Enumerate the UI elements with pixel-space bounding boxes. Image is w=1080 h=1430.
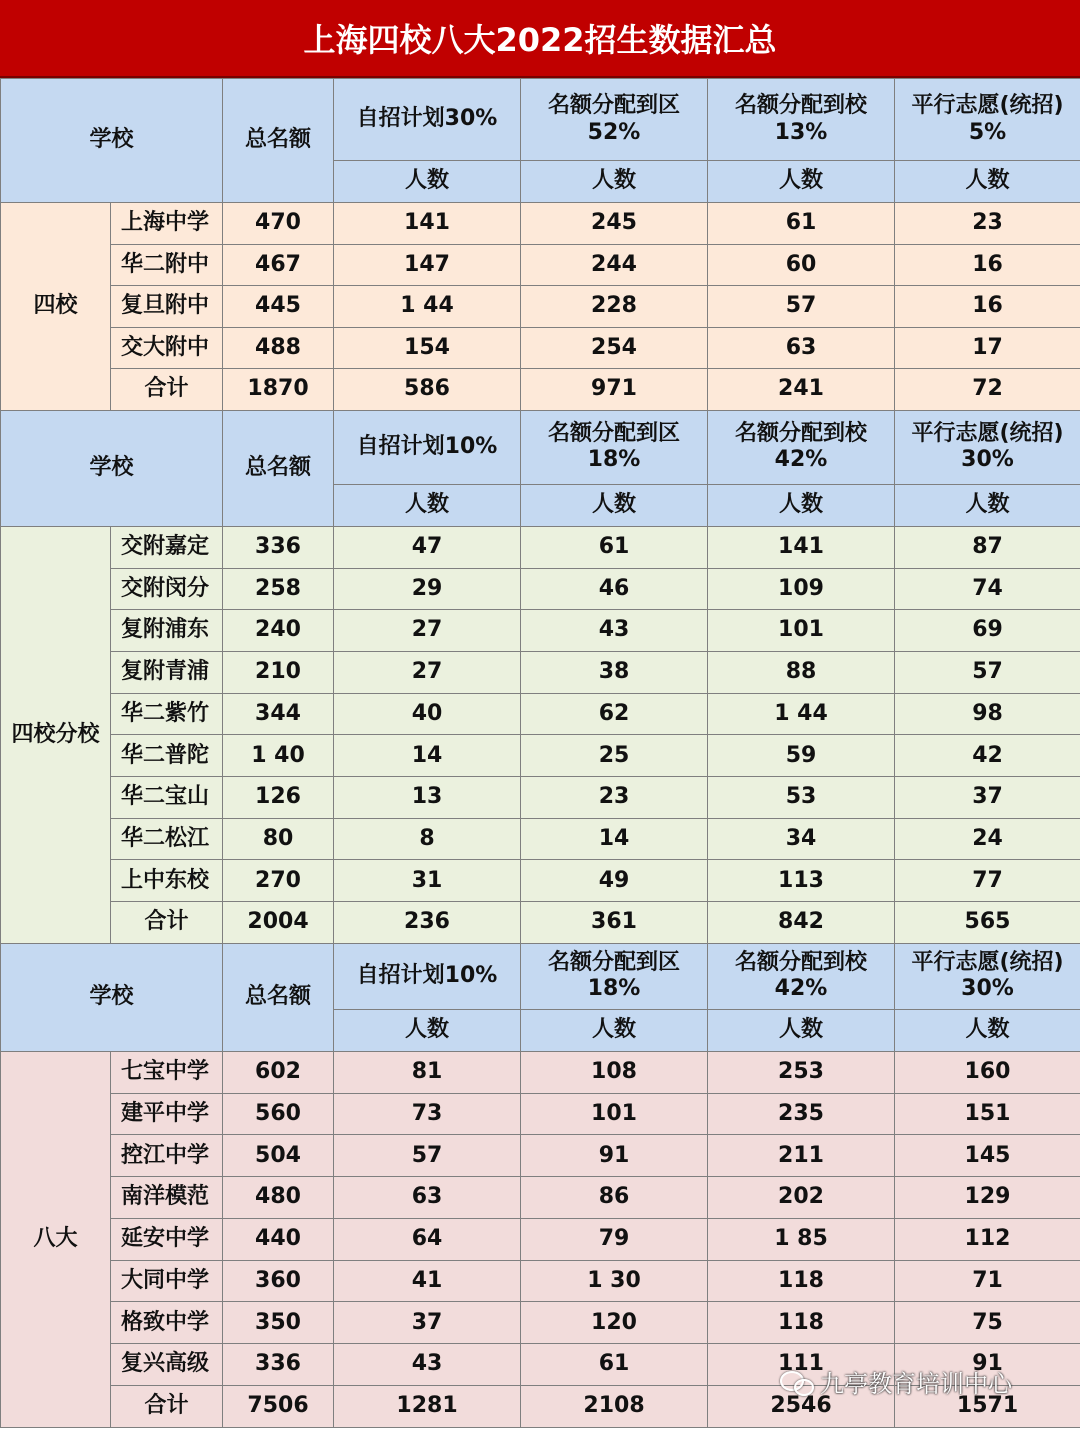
- cell-value: 98: [895, 693, 1080, 735]
- table-row: [1, 1177, 1080, 1219]
- header-c3: [708, 79, 895, 161]
- cell-value: 108: [521, 1051, 708, 1093]
- cell-value: 151: [895, 1093, 1080, 1135]
- cell-value: 1 44: [708, 693, 895, 735]
- cell-value: 16: [895, 244, 1080, 286]
- header-caption-line: 42%: [774, 976, 828, 1002]
- cell-value: 504: [223, 1135, 334, 1177]
- header-caption-line: 名额分配到区: [548, 93, 681, 119]
- watermark-text: 九亭教育培训中心: [820, 1370, 1012, 1398]
- table-row: [1, 327, 1080, 369]
- cell-value: 25: [521, 735, 708, 777]
- cell-value: 1 44: [334, 286, 521, 328]
- school-name: 控江中学: [111, 1135, 223, 1177]
- cell-value: 13: [334, 777, 521, 819]
- unit-header: 人数: [521, 161, 708, 203]
- header-row: [1, 410, 1080, 484]
- cell-value: 109: [708, 568, 895, 610]
- unit-header: 人数: [334, 484, 521, 526]
- cell-value: 64: [334, 1218, 521, 1260]
- cell-value: 16: [895, 286, 1080, 328]
- cell-value: 467: [223, 244, 334, 286]
- header-c2: [521, 943, 708, 1009]
- school-name: 复旦附中: [111, 286, 223, 328]
- cell-value: 63: [334, 1177, 521, 1219]
- header-caption-line: 30%: [961, 447, 1014, 473]
- school-header: 学校: [1, 79, 223, 203]
- cell-value: 61: [708, 203, 895, 245]
- cell-value: 59: [708, 735, 895, 777]
- cell-value: 86: [521, 1177, 708, 1219]
- cell-value: 361: [521, 902, 708, 944]
- cell-value: 77: [895, 860, 1080, 902]
- cell-value: 17: [895, 327, 1080, 369]
- cell-value: 47: [334, 526, 521, 568]
- table-row: [1, 652, 1080, 694]
- header-c4: [895, 943, 1080, 1009]
- cell-value: 81: [334, 1051, 521, 1093]
- cell-value: 2546: [708, 1385, 895, 1427]
- cell-value: 75: [895, 1302, 1080, 1344]
- header-caption-line: 名额分配到校: [735, 949, 868, 975]
- cell-value: 8: [334, 818, 521, 860]
- cell-value: 80: [223, 818, 334, 860]
- unit-header: 人数: [708, 1009, 895, 1051]
- cell-value: 61: [521, 526, 708, 568]
- cell-value: 118: [708, 1302, 895, 1344]
- cell-value: 69: [895, 610, 1080, 652]
- unit-header: 人数: [895, 1009, 1080, 1051]
- cell-value: 235: [708, 1093, 895, 1135]
- school-name: 复兴高级: [111, 1344, 223, 1386]
- school-name: 南洋模范: [111, 1177, 223, 1219]
- cell-value: 154: [334, 327, 521, 369]
- admissions-table: [0, 78, 1080, 1428]
- header-caption-line: 42%: [774, 447, 828, 473]
- total-row: [1, 902, 1080, 944]
- school-name: 合计: [111, 1385, 223, 1427]
- cell-value: 141: [708, 526, 895, 568]
- cell-value: 210: [223, 652, 334, 694]
- header-c1: [334, 943, 521, 1009]
- header-caption-line: 52%: [587, 119, 641, 145]
- cell-value: 113: [708, 860, 895, 902]
- unit-header: 人数: [895, 161, 1080, 203]
- school-name: 上中东校: [111, 860, 223, 902]
- cell-value: 73: [334, 1093, 521, 1135]
- school-name: 华二附中: [111, 244, 223, 286]
- cell-value: 129: [895, 1177, 1080, 1219]
- cell-value: 14: [334, 735, 521, 777]
- cell-value: 480: [223, 1177, 334, 1219]
- header-row: [1, 943, 1080, 1009]
- cell-value: 1 30: [521, 1260, 708, 1302]
- table-row: [1, 693, 1080, 735]
- cell-value: 360: [223, 1260, 334, 1302]
- table-row: [1, 1051, 1080, 1093]
- cell-value: 60: [708, 244, 895, 286]
- cell-value: 350: [223, 1302, 334, 1344]
- total-header: 总名额: [223, 79, 334, 203]
- cell-value: 141: [334, 203, 521, 245]
- header-c4: [895, 79, 1080, 161]
- cell-value: 53: [708, 777, 895, 819]
- cell-value: 842: [708, 902, 895, 944]
- header-c1: [334, 79, 521, 161]
- header-caption-line: 自招计划10%: [356, 963, 498, 989]
- cell-value: 62: [521, 693, 708, 735]
- cell-value: 87: [895, 526, 1080, 568]
- cell-value: 228: [521, 286, 708, 328]
- cell-value: 253: [708, 1051, 895, 1093]
- header-caption-line: 自招计划30%: [356, 106, 498, 132]
- school-name: 合计: [111, 902, 223, 944]
- cell-value: 42: [895, 735, 1080, 777]
- cell-value: 336: [223, 1344, 334, 1386]
- cell-value: 43: [521, 610, 708, 652]
- unit-header: 人数: [895, 484, 1080, 526]
- school-name: 交大附中: [111, 327, 223, 369]
- header-caption-line: 平行志愿(统招): [911, 421, 1064, 447]
- header-row: [1, 79, 1080, 161]
- cell-value: 37: [334, 1302, 521, 1344]
- school-name: 华二宝山: [111, 777, 223, 819]
- cell-value: 971: [521, 369, 708, 411]
- table-row: [1, 610, 1080, 652]
- cell-value: 27: [334, 652, 521, 694]
- table-row: [1, 860, 1080, 902]
- cell-value: 71: [895, 1260, 1080, 1302]
- header-caption-line: 名额分配到校: [735, 421, 868, 447]
- total-header: 总名额: [223, 410, 334, 526]
- cell-value: 46: [521, 568, 708, 610]
- unit-header: 人数: [521, 484, 708, 526]
- cell-value: 560: [223, 1093, 334, 1135]
- page-title: 上海四校八大2022招生数据汇总: [0, 0, 1080, 78]
- cell-value: 34: [708, 818, 895, 860]
- table-row: [1, 1093, 1080, 1135]
- school-name: 合计: [111, 369, 223, 411]
- school-name: 建平中学: [111, 1093, 223, 1135]
- cell-value: 91: [895, 1344, 1080, 1386]
- cell-value: 37: [895, 777, 1080, 819]
- school-name: 七宝中学: [111, 1051, 223, 1093]
- cell-value: 1 40: [223, 735, 334, 777]
- cell-value: 270: [223, 860, 334, 902]
- cell-value: 344: [223, 693, 334, 735]
- cell-value: 2108: [521, 1385, 708, 1427]
- group-label: 八大: [1, 1051, 111, 1427]
- header-caption-line: 18%: [587, 976, 641, 1002]
- total-row: [1, 369, 1080, 411]
- cell-value: 101: [521, 1093, 708, 1135]
- cell-value: 40: [334, 693, 521, 735]
- school-name: 上海中学: [111, 203, 223, 245]
- table-row: [1, 1302, 1080, 1344]
- cell-value: 31: [334, 860, 521, 902]
- header-c2: [521, 79, 708, 161]
- cell-value: 72: [895, 369, 1080, 411]
- cell-value: 202: [708, 1177, 895, 1219]
- table-row: [1, 1135, 1080, 1177]
- cell-value: 258: [223, 568, 334, 610]
- cell-value: 7506: [223, 1385, 334, 1427]
- school-name: 交附嘉定: [111, 526, 223, 568]
- cell-value: 160: [895, 1051, 1080, 1093]
- group-label: 四校: [1, 203, 111, 411]
- table-row: [1, 526, 1080, 568]
- watermark: [780, 1364, 1012, 1399]
- cell-value: 29: [334, 568, 521, 610]
- header-caption-line: 30%: [961, 976, 1014, 1002]
- table-row: [1, 735, 1080, 777]
- unit-header: 人数: [334, 161, 521, 203]
- school-name: 复附浦东: [111, 610, 223, 652]
- group-label: 四校分校: [1, 526, 111, 943]
- cell-value: 244: [521, 244, 708, 286]
- school-name: 交附闵分: [111, 568, 223, 610]
- school-name: 华二普陀: [111, 735, 223, 777]
- cell-value: 38: [521, 652, 708, 694]
- cell-value: 1281: [334, 1385, 521, 1427]
- cell-value: 24: [895, 818, 1080, 860]
- cell-value: 147: [334, 244, 521, 286]
- school-header: 学校: [1, 943, 223, 1051]
- cell-value: 1870: [223, 369, 334, 411]
- header-c3: [708, 410, 895, 484]
- cell-value: 336: [223, 526, 334, 568]
- cell-value: 111: [708, 1344, 895, 1386]
- cell-value: 43: [334, 1344, 521, 1386]
- header-caption-line: 5%: [968, 119, 1007, 145]
- wechat-icon: [780, 1369, 814, 1395]
- cell-value: 1 85: [708, 1218, 895, 1260]
- cell-value: 145: [895, 1135, 1080, 1177]
- header-c1: [334, 410, 521, 484]
- table-row: [1, 1260, 1080, 1302]
- cell-value: 240: [223, 610, 334, 652]
- header-caption-line: 自招计划10%: [356, 434, 498, 460]
- header-caption-line: 13%: [774, 119, 828, 145]
- table-row: [1, 244, 1080, 286]
- cell-value: 14: [521, 818, 708, 860]
- table-row: [1, 818, 1080, 860]
- unit-header: 人数: [708, 484, 895, 526]
- school-name: 大同中学: [111, 1260, 223, 1302]
- table-row: [1, 777, 1080, 819]
- header-c2: [521, 410, 708, 484]
- cell-value: 602: [223, 1051, 334, 1093]
- header-caption-line: 平行志愿(统招): [911, 949, 1064, 975]
- cell-value: 63: [708, 327, 895, 369]
- school-name: 华二紫竹: [111, 693, 223, 735]
- cell-value: 2004: [223, 902, 334, 944]
- header-c3: [708, 943, 895, 1009]
- cell-value: 470: [223, 203, 334, 245]
- cell-value: 488: [223, 327, 334, 369]
- cell-value: 101: [708, 610, 895, 652]
- cell-value: 1571: [895, 1385, 1080, 1427]
- school-name: 格致中学: [111, 1302, 223, 1344]
- header-caption-line: 18%: [587, 447, 641, 473]
- school-name: 复附青浦: [111, 652, 223, 694]
- cell-value: 79: [521, 1218, 708, 1260]
- school-name: 华二松江: [111, 818, 223, 860]
- cell-value: 241: [708, 369, 895, 411]
- cell-value: 57: [708, 286, 895, 328]
- header-c4: [895, 410, 1080, 484]
- cell-value: 23: [521, 777, 708, 819]
- school-header: 学校: [1, 410, 223, 526]
- cell-value: 88: [708, 652, 895, 694]
- cell-value: 440: [223, 1218, 334, 1260]
- unit-header: 人数: [334, 1009, 521, 1051]
- table-row: [1, 568, 1080, 610]
- cell-value: 586: [334, 369, 521, 411]
- header-caption-line: 名额分配到校: [735, 93, 868, 119]
- table-row: [1, 203, 1080, 245]
- cell-value: 245: [521, 203, 708, 245]
- cell-value: 57: [334, 1135, 521, 1177]
- cell-value: 41: [334, 1260, 521, 1302]
- cell-value: 27: [334, 610, 521, 652]
- cell-value: 211: [708, 1135, 895, 1177]
- cell-value: 236: [334, 902, 521, 944]
- cell-value: 57: [895, 652, 1080, 694]
- unit-header: 人数: [708, 161, 895, 203]
- table-row: [1, 1218, 1080, 1260]
- cell-value: 91: [521, 1135, 708, 1177]
- cell-value: 23: [895, 203, 1080, 245]
- school-name: 延安中学: [111, 1218, 223, 1260]
- total-header: 总名额: [223, 943, 334, 1051]
- table-row: [1, 286, 1080, 328]
- cell-value: 118: [708, 1260, 895, 1302]
- cell-value: 445: [223, 286, 334, 328]
- cell-value: 120: [521, 1302, 708, 1344]
- header-caption-line: 名额分配到区: [548, 949, 681, 975]
- cell-value: 112: [895, 1218, 1080, 1260]
- cell-value: 49: [521, 860, 708, 902]
- cell-value: 565: [895, 902, 1080, 944]
- cell-value: 254: [521, 327, 708, 369]
- unit-header: 人数: [521, 1009, 708, 1051]
- cell-value: 61: [521, 1344, 708, 1386]
- header-caption-line: 名额分配到区: [548, 421, 681, 447]
- header-caption-line: 平行志愿(统招): [911, 93, 1064, 119]
- cell-value: 74: [895, 568, 1080, 610]
- cell-value: 126: [223, 777, 334, 819]
